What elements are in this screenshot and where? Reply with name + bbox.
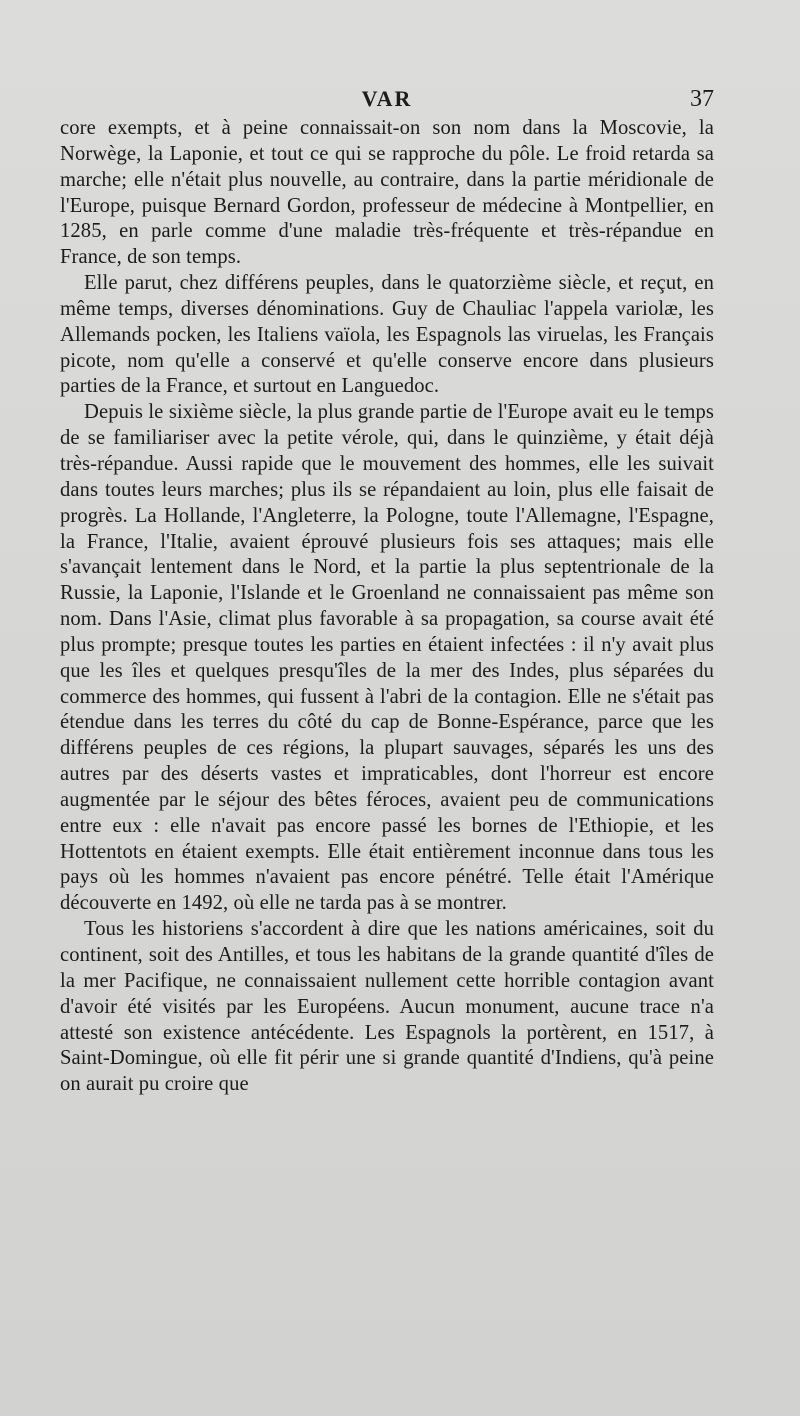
paragraph-1: core exempts, et à peine connaissait-on son nom dans la Moscovie, la Norwège, la Laponie, et tout ce qui se rapproche du pôle. Le froid retarda sa marche; elle n'était plus nouvelle, au contraire, dans la partie méridionale de l'Europe, puisque Bernard Gordon, professeur de médecine à Montpellier, en 1285, en parle comme d'une maladie très-fréquente et très-répandue en France, de son temps. <box>60 117 714 269</box>
paragraph-4: Tous les historiens s'accordent à dire que les nations américaines, soit du continent, soit des Antilles, et tous les habitans de la grande quantité d'îles de la mer Pacifique, ne connaissaient nullement cette horrible contagion avant d'avoir été visités par les Européens. Aucun monument, aucune trace n'a attesté son existence antécédente. Les Espagnols la portèrent, en 1517, à Saint-Domingue, où elle fit périr une si grande quantité d'Indiens, qu'à peine on aurait pu croire que <box>60 918 714 1096</box>
running-head: VAR <box>361 86 413 111</box>
paragraph-3: Depuis le sixième siècle, la plus grande partie de l'Europe avait eu le temps de se familiariser avec la petite vérole, qui, dans le quinzième, y était déjà très-répandue. Aussi rapide que le mouvement des hommes, elle les suivait dans toutes leurs marches; plus ils se répandaient au loin, plus elle faisait de progrès. La Hollande, l'Angleterre, la Pologne, toute l'Allemagne, l'Espagne, la France, l'Italie, avaient éprouvé plusieurs fois ses attaques; mais elle s'avançait lentement dans le Nord, et la partie la plus septentrionale de la Russie, la Laponie, l'Islande et le Groenland ne connaissaient pas même son nom. Dans l'Asie, climat plus favorable à sa propagation, sa course avait été plus prompte; presque toutes les parties en étaient infectées : il n'y avait plus que les îles et quelques presqu'îles de la mer des Indes, plus séparées du commerce des hommes, qui fussent à l'abri de la contagion. Elle ne s'était pas étendue dans les terres du côté du cap de Bonne-Espérance, parce que les différens peuples de ces régions, la plupart sauvages, séparés les uns des autres par des déserts vastes et impraticables, dont l'horreur est encore augmentée par le séjour des bêtes féroces, avaient peu de communications entre eux : elle n'avait pas encore passé les bornes de l'Ethiopie, et les Hottentots en étaient exempts. Elle était entièrement inconnue dans tous les pays où les hommes n'avaient pas encore pénétré. Telle était l'Amérique découverte en 1492, où elle ne tarda pas à se montrer. <box>60 401 714 915</box>
body-text <box>60 116 714 1098</box>
page-header <box>60 86 714 116</box>
paragraph-2: Elle parut, chez différens peuples, dans le quatorzième siècle, et reçut, en même temps, diverses dénominations. Guy de Chauliac l'appela variolæ, les Allemands pocken, les Italiens vaïola, les Espagnols las viruelas, les Français picote, nom qu'elle a conservé et qu'elle conserve encore dans plusieurs parties de la France, et surtout en Languedoc. <box>60 272 714 398</box>
page-number: 37 <box>690 86 714 112</box>
